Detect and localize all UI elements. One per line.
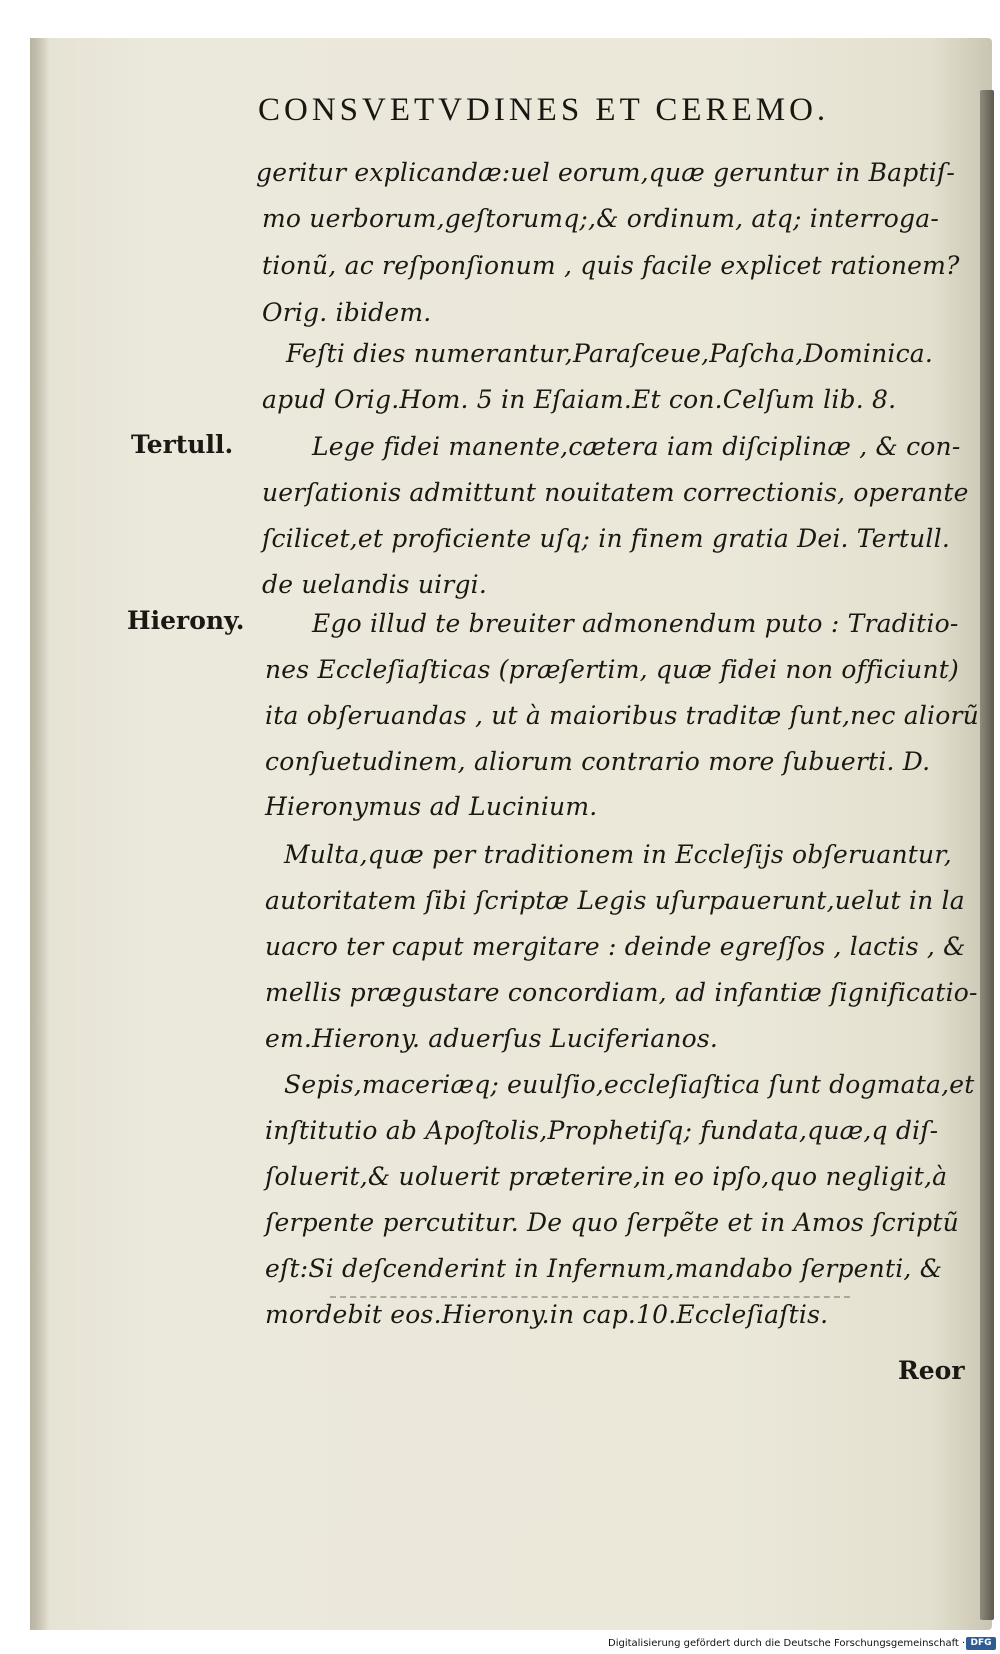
text-line: tionũ, ac reſponſionum , quis facile explicet rationem? (262, 251, 960, 280)
running-head: CONSVETVDINES ET CEREMO. (258, 92, 830, 128)
spine-shadow (30, 38, 50, 1630)
text-line: nes Eccleſiaſticas (præſertim, quæ fidei non officiunt) (265, 655, 959, 684)
dfg-logo[interactable]: DFG (966, 1637, 996, 1650)
text-line: Lege fidei manente,cætera iam diſciplinæ , & con- (312, 432, 961, 461)
page-edge (980, 90, 994, 1620)
faint-rule (330, 1296, 850, 1300)
text-line: apud Orig.Hom. 5 in Eſaiam.Et con.Celſum lib. 8. (262, 385, 897, 414)
text-line: em.Hierony. aduerſus Luciferianos. (265, 1024, 719, 1053)
text-line: de uelandis uirgi. (262, 570, 488, 599)
text-line: ſcilicet,et proficiente uſq; in finem gratia Dei. Tertull. (262, 524, 950, 553)
text-line: ſoluerit,& uoluerit præterire,in eo ipſo,quo negligit,à (265, 1162, 948, 1191)
text-line: Sepis,maceriæq; euulſio,eccleſiaſtica ſunt dogmata,et (284, 1070, 975, 1099)
text-line: Feſti dies numerantur,Paraſceue,Paſcha,Dominica. (286, 339, 934, 368)
text-line: uerſationis admittunt nouitatem correctionis, operante (262, 478, 969, 507)
text-line: conſuetudinem, aliorum contrario more ſubuerti. D. (265, 747, 931, 776)
text-line: uacro ter caput mergitare : deinde egreſſos , lactis , & (265, 932, 966, 961)
text-line: ſerpente percutitur. De quo ſerpẽte et in Amos ſcriptũ (265, 1208, 959, 1237)
text-line: eſt:Si deſcenderint in Infernum,mandabo ſerpenti, & (265, 1254, 943, 1283)
marginal-note-tertull: Tertull. (131, 430, 234, 459)
digitization-credit: Digitalisierung gefördert durch die Deutsche Forschungsgemeinschaft · (608, 1638, 966, 1649)
catchword: Reor (898, 1356, 965, 1385)
text-line: ita obſeruandas , ut à maioribus traditæ ſunt,nec aliorũ (265, 701, 979, 730)
text-line: mordebit eos.Hierony.in cap.10.Eccleſiaſtis. (265, 1300, 829, 1329)
marginal-note-hierony: Hierony. (127, 606, 245, 635)
text-line: mo uerborum,geſtorumq;,& ordinum, atq; interroga- (262, 204, 939, 233)
text-line: inſtitutio ab Apoſtolis,Prophetiſq; fundata,quæ,q diſ- (265, 1116, 939, 1145)
text-line: Hieronymus ad Lucinium. (265, 792, 598, 821)
text-line: geritur explicandæ:uel eorum,quæ geruntur in Baptiſ- (256, 158, 956, 187)
text-line: autoritatem ſibi ſcriptæ Legis uſurpauerunt,uelut in la (265, 886, 965, 915)
text-line: Orig. ibidem. (262, 298, 432, 327)
text-line: mellis prægustare concordiam, ad infantiæ ſignificatio- (265, 978, 978, 1007)
text-line: Ego illud te breuiter admonendum puto : Traditio- (312, 609, 959, 638)
text-line: Multa,quæ per traditionem in Eccleſijs obſeruantur, (284, 840, 952, 869)
